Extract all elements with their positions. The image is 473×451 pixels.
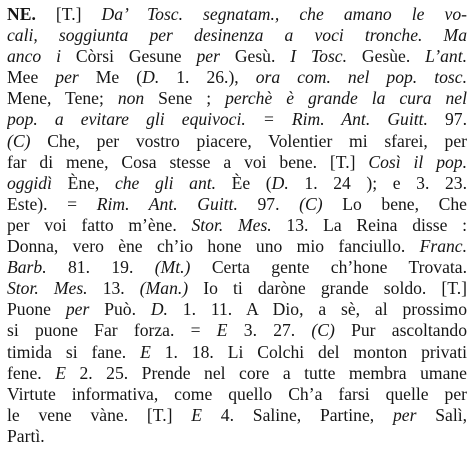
text-run: le vene vàne. [T.]: [7, 404, 192, 425]
text-run: timida si fane.: [7, 341, 141, 362]
entry-line: [7, 194, 467, 215]
entry-line: [7, 342, 467, 363]
italic-text: oggidì: [7, 172, 68, 193]
entry-line: [7, 109, 467, 130]
text-run: Mene, Tene;: [7, 88, 118, 109]
italic-text: Rim. Ant. Guitt.: [96, 193, 258, 214]
text-run: Gesùe.: [361, 46, 426, 67]
italic-text: D.: [150, 299, 183, 320]
text-run: 81. 19.: [67, 257, 155, 278]
text-run: 1. 26.),: [176, 67, 256, 88]
italic-text: (Man.): [139, 278, 204, 299]
entry-line: [7, 320, 467, 341]
italic-text: (Mt.): [154, 257, 212, 278]
italic-text: pop. a evitare gli equivoci. = Rim. Ant. Guitt.: [7, 109, 445, 130]
text-run: 3. 27.: [243, 320, 312, 341]
entry-line: [7, 215, 467, 236]
text-run: Pur ascoltando: [351, 320, 467, 341]
text-run: 4. Saline, Partine,: [220, 404, 393, 425]
italic-text: Così il pop.: [368, 151, 467, 172]
entry-line: [7, 299, 467, 320]
entry-line: [7, 426, 467, 447]
entry-line: [7, 384, 467, 405]
text-run: si puone Far forza. =: [7, 320, 217, 341]
italic-text: D.: [271, 172, 305, 193]
text-run: Còrsi Gesune: [75, 46, 197, 67]
text-run: far di mene, Cosa stesse a voi bene. [T.]: [7, 151, 369, 172]
text-run: Che, per vostro piacere, Volentier mi sfarei, per: [47, 130, 467, 151]
italic-text: Franc.: [419, 236, 467, 257]
text-run: Este). =: [7, 193, 97, 214]
italic-text: E: [191, 404, 221, 425]
text-run: Io ti daròne grande soldo. [T.]: [203, 278, 467, 299]
italic-text: per: [65, 299, 105, 320]
italic-text: E: [55, 362, 80, 383]
text-run: 1. 11. A Dio, a sè, al prossimo: [182, 299, 467, 320]
italic-text: ora com. nel pop. tosc.: [255, 67, 467, 88]
text-run: 1. 18. Li Colchi del monton privati: [164, 341, 467, 362]
italic-text: per: [55, 67, 96, 88]
text-run: Salì,: [435, 404, 467, 425]
text-run: Mee: [7, 67, 56, 88]
text-run: 13.: [102, 278, 140, 299]
text-run: Può.: [104, 299, 151, 320]
italic-text: per: [392, 404, 436, 425]
text-run: 2. 25. Prende nel core a tutte membra umane: [79, 362, 467, 383]
italic-text: I Tosc.: [290, 46, 362, 67]
italic-text: Da’ Tosc. segnatam., che amano le vo-: [101, 4, 467, 24]
italic-text: E: [216, 320, 244, 341]
italic-text: Stor. Mes.: [191, 214, 287, 235]
entry-line: [7, 173, 467, 194]
text-run: fene.: [7, 362, 56, 383]
entry-line: [7, 278, 467, 299]
italic-text: non: [117, 88, 159, 109]
entry-line: [7, 236, 467, 257]
entry-line: [7, 257, 467, 278]
text-run: Partì.: [7, 425, 45, 446]
text-run: Certa gente ch’hone Trovata.: [211, 257, 467, 278]
entry-line: [7, 88, 467, 109]
entry-line: [7, 4, 467, 25]
dictionary-entry-ne: [7, 4, 467, 447]
italic-text: che gli ant.: [114, 172, 232, 193]
entry-line: [7, 152, 467, 173]
text-run: Gesù.: [234, 46, 291, 67]
entry-line: [7, 405, 467, 426]
text-run: per voi fatto m’ène.: [7, 214, 192, 235]
text-run: Ène,: [67, 172, 115, 193]
text-run: Me (: [95, 67, 143, 88]
italic-text: E: [140, 341, 165, 362]
italic-text: cali, soggiunta per desinenza a voci tronche. Ma: [7, 25, 467, 46]
italic-text: (C): [299, 193, 343, 214]
text-run: Donna, vero ène ch’io hone uno mio fanciullo.: [7, 236, 420, 257]
text-run: 97.: [445, 109, 467, 130]
italic-text: L’ant.: [425, 46, 467, 67]
italic-text: (C): [7, 130, 48, 151]
italic-text: (C): [311, 320, 352, 341]
text-run: Lo bene, Che: [342, 193, 467, 214]
entry-line: [7, 363, 467, 384]
text-run: 97.: [257, 193, 300, 214]
italic-text: Barb.: [7, 257, 68, 278]
entry-line: [7, 46, 467, 67]
text-run: Puone: [7, 299, 66, 320]
text-run: Sene ;: [158, 88, 226, 109]
entry-line: [7, 25, 467, 46]
italic-text: per: [196, 46, 235, 67]
headword: NE.: [7, 4, 36, 24]
entry-line: [7, 131, 467, 152]
text-run: 13. La Reina disse :: [286, 214, 467, 235]
text-run: Ѐe (: [231, 172, 272, 193]
italic-text: D.: [142, 67, 177, 88]
text-run: Virtute informativa, come quello Ch’a farsi quelle per: [7, 383, 467, 404]
italic-text: anco i: [7, 46, 76, 67]
entry-line: [7, 67, 467, 88]
italic-text: perchè è grande la cura nel: [225, 88, 467, 109]
italic-text: Stor. Mes.: [7, 278, 103, 299]
text-run: 1. 24 ); e 3. 23.: [304, 172, 467, 193]
text-run: [T.]: [35, 4, 102, 24]
